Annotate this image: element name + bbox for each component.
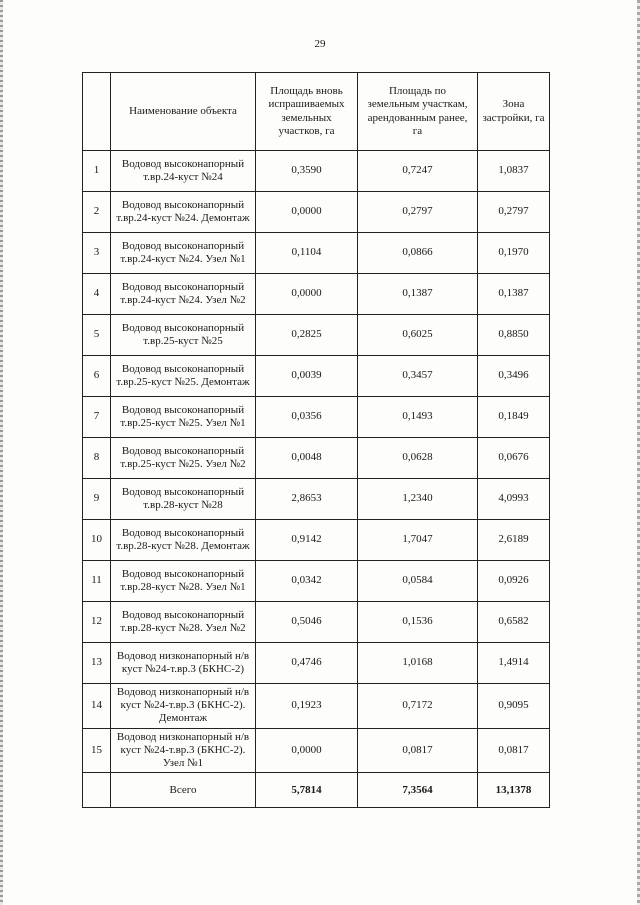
row-name: Водовод высоконапорный т.вр.25-куст №25. Узел №2 — [111, 438, 256, 479]
row-area-leased: 0,1493 — [358, 397, 478, 438]
header-zone: Зона застройки, га — [478, 73, 550, 151]
table-row — [83, 602, 550, 643]
header-num — [83, 73, 111, 151]
row-area-new: 0,0356 — [256, 397, 358, 438]
total-num-cell — [83, 773, 111, 808]
row-zone: 0,6582 — [478, 602, 550, 643]
table-row — [83, 274, 550, 315]
total-area-new: 5,7814 — [256, 773, 358, 808]
row-area-new: 0,3590 — [256, 151, 358, 192]
header-area-leased: Площадь по земельным участкам, арендованным ранее, га — [358, 73, 478, 151]
table-row — [83, 356, 550, 397]
row-name: Водовод высоконапорный т.вр.24-куст №24. Узел №2 — [111, 274, 256, 315]
row-area-new: 0,0000 — [256, 728, 358, 773]
row-area-leased: 0,6025 — [358, 315, 478, 356]
row-zone: 1,4914 — [478, 643, 550, 684]
row-area-new: 0,1923 — [256, 684, 358, 729]
row-name: Водовод высоконапорный т.вр.28-куст №28. Демонтаж — [111, 520, 256, 561]
row-num: 8 — [83, 438, 111, 479]
row-area-leased: 1,7047 — [358, 520, 478, 561]
row-area-leased: 0,0866 — [358, 233, 478, 274]
row-zone: 0,0926 — [478, 561, 550, 602]
land-area-table — [82, 72, 550, 808]
row-area-leased: 0,7247 — [358, 151, 478, 192]
table-row — [83, 520, 550, 561]
row-name: Водовод низконапорный н/в куст №24-т.вр.3 (БКНС-2). Демонтаж — [111, 684, 256, 729]
row-area-leased: 0,0584 — [358, 561, 478, 602]
total-label: Всего — [111, 773, 256, 808]
row-name: Водовод высоконапорный т.вр.25-куст №25. Узел №1 — [111, 397, 256, 438]
row-num: 1 — [83, 151, 111, 192]
row-area-new: 0,0342 — [256, 561, 358, 602]
row-zone: 0,0817 — [478, 728, 550, 773]
table-row — [83, 684, 550, 729]
total-area-leased: 7,3564 — [358, 773, 478, 808]
row-area-new: 0,5046 — [256, 602, 358, 643]
row-num: 13 — [83, 643, 111, 684]
row-area-leased: 0,2797 — [358, 192, 478, 233]
row-name: Водовод высоконапорный т.вр.28-куст №28 — [111, 479, 256, 520]
table-row — [83, 151, 550, 192]
row-num: 10 — [83, 520, 111, 561]
row-name: Водовод высоконапорный т.вр.24-куст №24. Демонтаж — [111, 192, 256, 233]
table-row — [83, 192, 550, 233]
row-area-leased: 0,3457 — [358, 356, 478, 397]
table-row — [83, 315, 550, 356]
row-num: 9 — [83, 479, 111, 520]
row-zone: 1,0837 — [478, 151, 550, 192]
table-body — [83, 151, 550, 773]
scan-edge-left — [0, 0, 3, 905]
row-num: 12 — [83, 602, 111, 643]
row-name: Водовод высоконапорный т.вр.28-куст №28. Узел №1 — [111, 561, 256, 602]
row-num: 3 — [83, 233, 111, 274]
row-zone: 0,1387 — [478, 274, 550, 315]
table-row — [83, 479, 550, 520]
row-area-leased: 0,1387 — [358, 274, 478, 315]
row-name: Водовод низконапорный н/в куст №24-т.вр.3 (БКНС-2) — [111, 643, 256, 684]
row-zone: 0,3496 — [478, 356, 550, 397]
header-name: Наименование объекта — [111, 73, 256, 151]
row-name: Водовод высоконапорный т.вр.24-куст №24. Узел №1 — [111, 233, 256, 274]
row-name: Водовод высоконапорный т.вр.24-куст №24 — [111, 151, 256, 192]
row-area-new: 0,0048 — [256, 438, 358, 479]
row-num: 4 — [83, 274, 111, 315]
row-num: 14 — [83, 684, 111, 729]
row-area-new: 0,2825 — [256, 315, 358, 356]
row-area-new: 0,0039 — [256, 356, 358, 397]
row-num: 5 — [83, 315, 111, 356]
row-zone: 4,0993 — [478, 479, 550, 520]
row-area-new: 0,0000 — [256, 274, 358, 315]
row-name: Водовод низконапорный н/в куст №24-т.вр.3 (БКНС-2). Узел №1 — [111, 728, 256, 773]
table-row — [83, 643, 550, 684]
row-area-new: 0,1104 — [256, 233, 358, 274]
row-area-new: 0,0000 — [256, 192, 358, 233]
row-area-leased: 0,0628 — [358, 438, 478, 479]
row-area-leased: 1,0168 — [358, 643, 478, 684]
table-row — [83, 438, 550, 479]
row-num: 2 — [83, 192, 111, 233]
row-name: Водовод высоконапорный т.вр.25-куст №25. Демонтаж — [111, 356, 256, 397]
row-zone: 2,6189 — [478, 520, 550, 561]
row-zone: 0,8850 — [478, 315, 550, 356]
row-zone: 0,0676 — [478, 438, 550, 479]
row-name: Водовод высоконапорный т.вр.25-куст №25 — [111, 315, 256, 356]
row-num: 7 — [83, 397, 111, 438]
row-area-leased: 0,7172 — [358, 684, 478, 729]
row-area-new: 0,4746 — [256, 643, 358, 684]
table-row — [83, 397, 550, 438]
page-number: 29 — [314, 38, 326, 50]
row-area-new: 2,8653 — [256, 479, 358, 520]
table-row — [83, 233, 550, 274]
row-zone: 0,1970 — [478, 233, 550, 274]
row-area-leased: 0,1536 — [358, 602, 478, 643]
row-zone: 0,1849 — [478, 397, 550, 438]
row-num: 6 — [83, 356, 111, 397]
row-area-leased: 1,2340 — [358, 479, 478, 520]
row-name: Водовод высоконапорный т.вр.28-куст №28. Узел №2 — [111, 602, 256, 643]
total-row — [83, 773, 550, 808]
row-zone: 0,9095 — [478, 684, 550, 729]
table-row — [83, 561, 550, 602]
header-area-new: Площадь вновь испрашиваемых земельных участков, га — [256, 73, 358, 151]
row-zone: 0,2797 — [478, 192, 550, 233]
row-num: 11 — [83, 561, 111, 602]
total-zone: 13,1378 — [478, 773, 550, 808]
row-area-leased: 0,0817 — [358, 728, 478, 773]
row-num: 15 — [83, 728, 111, 773]
table-row — [83, 728, 550, 773]
row-area-new: 0,9142 — [256, 520, 358, 561]
header-row — [83, 73, 550, 151]
